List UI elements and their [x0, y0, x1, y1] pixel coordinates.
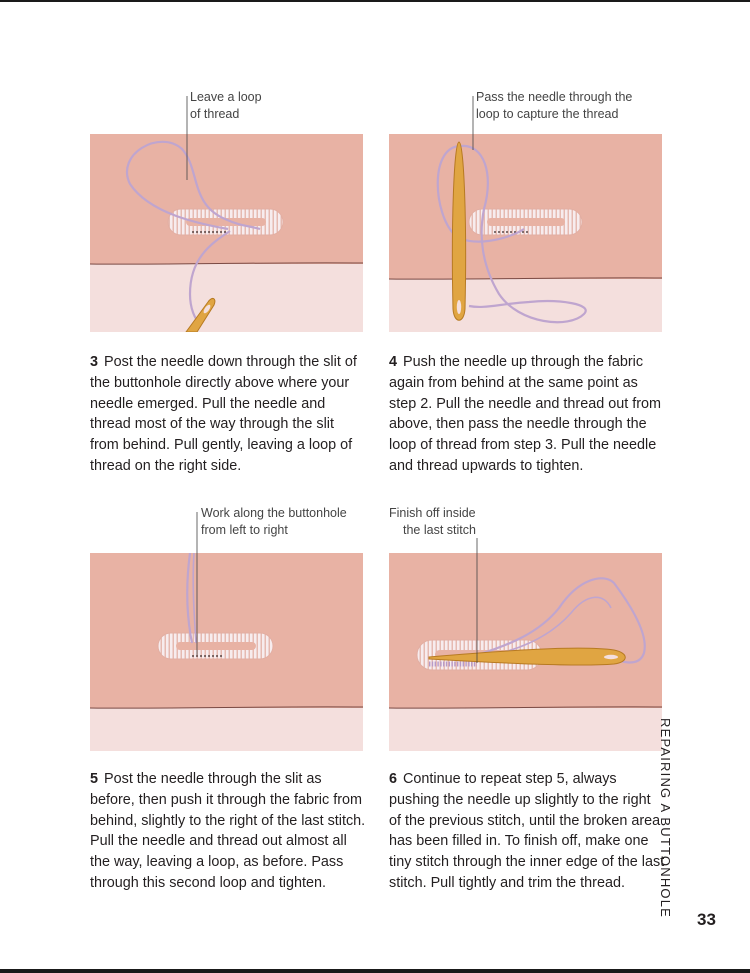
callout-step-4-line-1: Pass the needle through the	[476, 90, 633, 104]
step-4-text: Push the needle up through the fabric again from behind at the same point as step 2. Pull the needle and thread out from above, then pass the needle through the loop of thread from step 3. Pull the needle and thread upwards to tighten.	[389, 354, 662, 474]
callout-step-3-line-2: of thread	[190, 107, 240, 121]
step-5-text: Post the needle through the slit as before, then push it through the fabric from behind, slightly to the right of the last stitch. Pull the needle and thread out almost all the way, leaving a loop, as before. Pass through this second loop and tighten.	[90, 771, 366, 891]
step-5-number: 5	[90, 771, 99, 787]
page-number: 33	[697, 910, 716, 929]
callout-step-6-line-2: the last stitch	[403, 523, 476, 537]
callout-step-6-line-1: Finish off inside	[389, 506, 476, 520]
step-4-number: 4	[389, 354, 398, 370]
step-6-text: Continue to repeat step 5, always pushing the needle up slightly to the right of the previous stitch, until the broken area has been filled in. To finish off, make one tiny stitch through the inner edge of the last stitch. Pull tightly and trim the thread.	[389, 771, 665, 891]
callout-step-5-line-2: from left to right	[201, 523, 288, 537]
page-bottom-edge	[0, 969, 750, 973]
step-6-instructions	[389, 769, 665, 894]
step-6-number: 6	[389, 771, 398, 787]
step-5-instructions	[90, 769, 366, 894]
callout-step-4-line-2: loop to capture the thread	[476, 107, 619, 121]
section-title-vertical: REPAIRING A BUTTONHOLE	[658, 718, 673, 919]
step-3-text: Post the needle down through the slit of the buttonhole directly above where your needle emerged. Pull the needle and thread most of the way through the slit from behind. Pull gently, leaving a loop of thread on the right side.	[90, 354, 357, 474]
callout-step-5-line-1: Work along the buttonhole	[201, 506, 347, 520]
step-3-number: 3	[90, 354, 99, 370]
callout-step-3-line-1: Leave a loop	[190, 90, 262, 104]
